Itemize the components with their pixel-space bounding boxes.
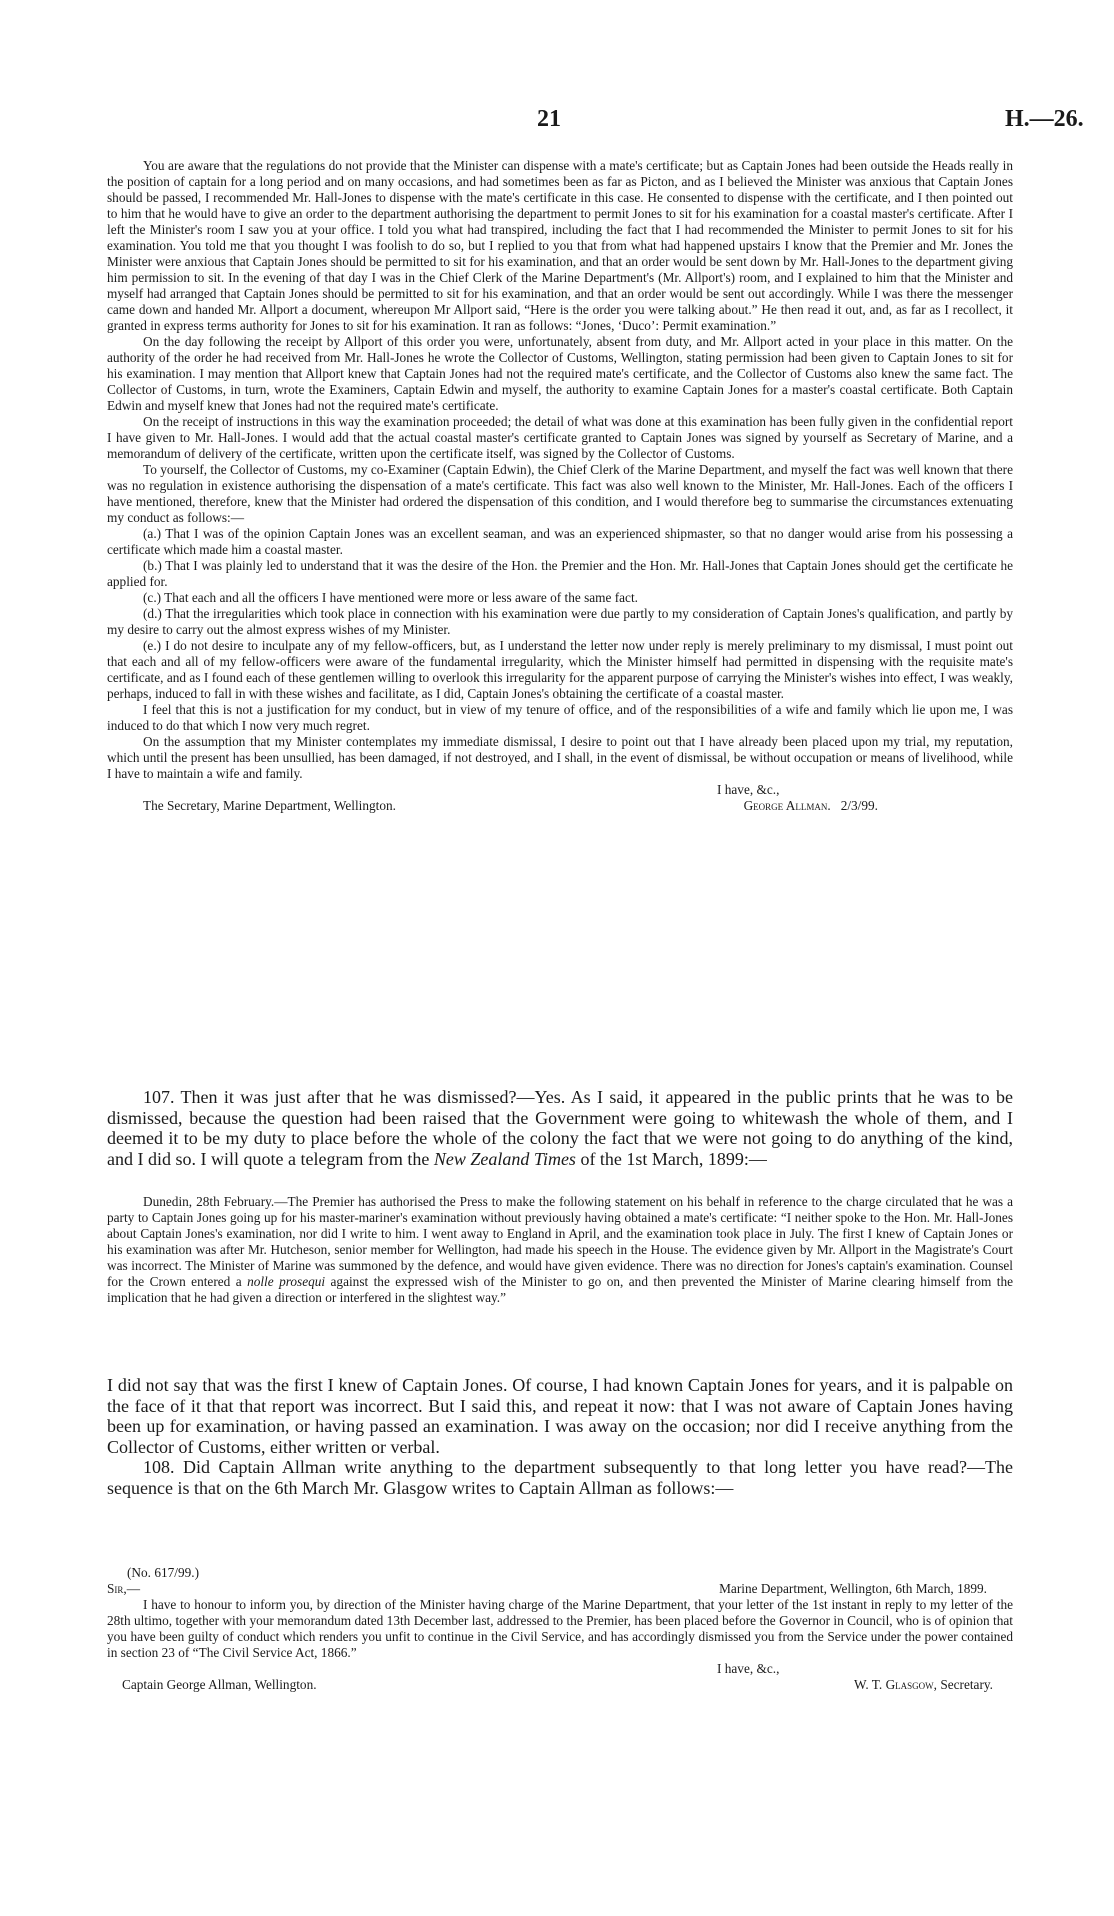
letter1-signature: George Allman.	[743, 798, 831, 813]
question-108: 108. Did Captain Allman write anything to the department subsequently to that long letter you have read?—The sequence is that on the 6th March Mr. Glasgow writes to Captain Allman as follows:—	[107, 1457, 1013, 1498]
letter1-paragraph-regret: I feel that this is not a justification for my conduct, but in view of my tenure of office, and of the responsibilities of a wife and family which lie upon me, I was induced to do that which I now very much regret.	[107, 702, 1013, 733]
letter2-signature-title: Secretary.	[940, 1677, 993, 1692]
telegram-part1: Dunedin, 28th February.—The Premier has authorised the Press to make the following statement on his behalf in reference to the charge circulated that he was a party to Captain Jones going up for his master-mariner's examination without previously having obtained a mate's certificate: “I neither spoke to the Hon. Mr. Hall-Jones about Captain Jones's examination, nor did I write to him. I went away to England in April, and the examination took place in July. The first I knew of Captain Jones or his examination was after Mr. Hutcheson, senior member for Wellington, had made his speech in the House. The evidence given by Mr. Allport in the Magistrate's Court was incorrect. The Minister of Marine was summoned by the defence, and would have given evidence. There was no direction for Jones's captain's examination. Counsel for the Crown entered a	[107, 1194, 1013, 1289]
letter1-date: 2/3/99.	[840, 798, 878, 813]
question-107	[107, 1087, 1013, 1169]
telegram-paragraph	[107, 1194, 1013, 1306]
letter1-paragraph-dismissal: On the assumption that my Minister contemplates my immediate dismissal, I desire to point out that I have already been placed upon my trial, my reputation, which until the present has been unsullied, has been damaged, if not destroyed, and I shall, in the event of dismissal, be without occupation or means of livelihood, while I have to maintain a wife and family.	[107, 734, 1013, 781]
letter2-closing: I have, &c.,	[717, 1661, 780, 1676]
q107-text: 107. Then it was just after that he was dismissed?—Yes. As I said, it appeared in the public prints that he was to be dismissed, because the question had been raised that the Government were going to whitewash the whole of them, and I deemed it to be my duty to place before the whole of the colony the fact that we were not going to do anything of the kind, and I did so. I will quote a telegram from the	[107, 1087, 1013, 1169]
q107-newspaper: New Zealand Times	[433, 1148, 576, 1169]
telegram-part2: against the expressed wish of the Minister to go on, and then prevented the Minister of Marine clearing himself from the implication that he had given a direction or interfered in the slightest way.”	[107, 1274, 1013, 1305]
letter-allman	[107, 158, 1013, 814]
telegram-quote	[107, 1194, 1013, 1306]
letter2-place-date: Marine Department, Wellington, 6th March, 1899.	[719, 1581, 987, 1596]
q107-paragraph	[107, 1087, 1013, 1169]
letter1-paragraph-4: To yourself, the Collector of Customs, my co-Examiner (Captain Edwin), the Chief Clerk of the Marine Department, and myself the fact was well known that there was no regulation in existence authorising the dispensation of a mate's certificate. This fact was also well known to the Minister, Mr. Hall-Jones. Each of the officers I have mentioned, therefore, knew that the Minister had ordered the dispensation of this condition, and I would therefore beg to summarise the circumstances extenuating my conduct as follows:—	[107, 462, 1013, 525]
document-id: H.—26.	[1005, 106, 1084, 132]
telegram-legal-term: nolle prosequi	[247, 1274, 326, 1289]
letter1-paragraph-3: On the receipt of instructions in this way the examination proceeded; the detail of what was done at this examination has been fully given in the confidential report I have given to Mr. Hall-Jones. I would add that the actual coastal master's certificate granted to Captain Jones was signed by yourself as Secretary of Marine, and a memorandum of delivery of the certificate, written upon the certificate itself, was signed by the Collector of Customs.	[107, 414, 1013, 461]
letter1-item-e: (e.) I do not desire to inculpate any of my fellow-officers, but, as I understand the letter now under reply is merely preliminary to my dismissal, I must point out that each and all of my fellow-officers were aware of the fundamental irregularity, which the Minister himself had permitted in dispensing with the requisite mate's certificate, and as I found each of these gentlemen willing to overlook this irregularity for the apparent purpose of carrying the Minister's wishes into effect, I was weakly, perhaps, induced to fall in with these wishes and facilitate, as I did, Captain Jones's obtaining the certificate of a coastal master.	[107, 638, 1013, 701]
q107-tail: of the 1st March, 1899:—	[580, 1148, 767, 1169]
letter1-addressee: The Secretary, Marine Department, Wellington.	[143, 798, 396, 813]
letter2-ref: (No. 617/99.)	[127, 1565, 200, 1580]
letter2-heading-row	[107, 1581, 1013, 1597]
letter1-item-c: (c.) That each and all the officers I have mentioned were more or less aware of the same fact.	[143, 590, 638, 605]
letter-glasgow	[107, 1565, 1013, 1693]
letter2-addressee: Captain George Allman, Wellington.	[122, 1677, 317, 1692]
answer-and-question-108	[107, 1375, 1013, 1499]
page-number: 21	[537, 106, 561, 132]
letter2-signoff-row	[107, 1677, 1013, 1693]
letter1-item-a: (a.) That I was of the opinion Captain Jones was an excellent seaman, and was an experienced shipmaster, so that no danger would arise from his possessing a certificate which made him a coastal master.	[107, 526, 1013, 557]
letter2-signature: W. T. Glasgow,	[854, 1677, 937, 1692]
letter2-salutation: Sir,—	[107, 1581, 141, 1596]
letter2-signature-block	[854, 1677, 1013, 1693]
letter1-signature-block	[744, 798, 1013, 814]
letter1-item-b: (b.) That I was plainly led to understand that it was the desire of the Hon. the Premier and the Hon. Mr. Hall-Jones that Captain Jones should get the certificate he applied for.	[107, 558, 1013, 589]
answer-continuation: I did not say that was the first I knew of Captain Jones. Of course, I had known Captain Jones for years, and it is palpable on the face of it that that report was incorrect. But I said this, and repeat it now: that I was not aware of Captain Jones having been up for examination, or having passed an examination. I was away on the occasion; nor did I receive anything from the Collector of Customs, either written or verbal.	[107, 1375, 1013, 1457]
letter1-paragraph-1: You are aware that the regulations do not provide that the Minister can dispense with a mate's certificate; but as Captain Jones had been outside the Heads really in the position of captain for a long period and on many occasions, and had sometimes been as far as Picton, and as I believed the Minister was anxious that Captain Jones should be passed, I recommended Mr. Hall-Jones to dispense with the mate's certificate in this case. He consented to dispense with the certificate, and I then pointed out to him that he would have to give an order to the department authorising the department to permit Jones to sit for his examination for a coastal master's certificate. After I left the Minister's room I saw you at your office. I told you what had transpired, including the fact that I had recommended the Minister to permit Jones to sit for his examination. You told me that you thought I was foolish to do so, but I replied to you that from what had happened upstairs I know that the Premier and Mr. Jones the Minister were anxious that Captain Jones should be permitted to sit for his examination, and that an order would be sent down by Mr. Hall-Jones to the department giving him permission to sit. In the evening of that day I was in the Chief Clerk of the Marine Department's (Mr. Allport's) room, and I explained to him that the Minister and myself had arranged that Captain Jones should be permitted to sit for his examination, and that an order would be sent out accordingly. While I was there the messenger came down and handed Mr. Allport a document, whereupon Mr Allport said, “Here is the order you were talking about.” He then read it out, and, as far as I recollect, it granted in express terms authority for Jones to sit for his examination. It ran as follows: “Jones, ‘Duco’: Permit examination.”	[107, 158, 1013, 333]
letter1-closing: I have, &c.,	[717, 782, 780, 797]
letter2-body: I have to honour to inform you, by direction of the Minister having charge of the Marine Department, that your letter of the 1st instant in reply to my letter of the 28th ultimo, together with your memorandum dated 13th December last, addressed to the Premier, has been placed before the Governor in Council, who is of opinion that you have been guilty of conduct which renders you unfit to continue in the Civil Service, and has accordingly dismissed you from the Service under the power contained in section 23 of “The Civil Service Act, 1866.”	[107, 1597, 1013, 1660]
letter1-signoff-row	[107, 798, 1013, 814]
letter1-paragraph-2: On the day following the receipt by Allport of this order you were, unfortunately, absent from duty, and Mr. Allport acted in your place in this matter. On the authority of the order he had received from Mr. Hall-Jones he wrote the Collector of Customs, Wellington, stating permission had been given to Captain Jones to sit for his examination. I may mention that Allport knew that Captain Jones had not the required mate's certificate, and the Collector of Customs also knew the same fact. The Collector of Customs, in turn, wrote the Examiners, Captain Edwin and myself, the authority to examine Captain Jones for a master's coastal certificate. Both Captain Edwin and myself knew that Jones had not the required mate's certificate.	[107, 334, 1013, 413]
letter1-item-d: (d.) That the irregularities which took place in connection with his examination were due partly to my consideration of Captain Jones's qualification, and partly by my desire to carry out the almost express wishes of my Minister.	[107, 606, 1013, 637]
